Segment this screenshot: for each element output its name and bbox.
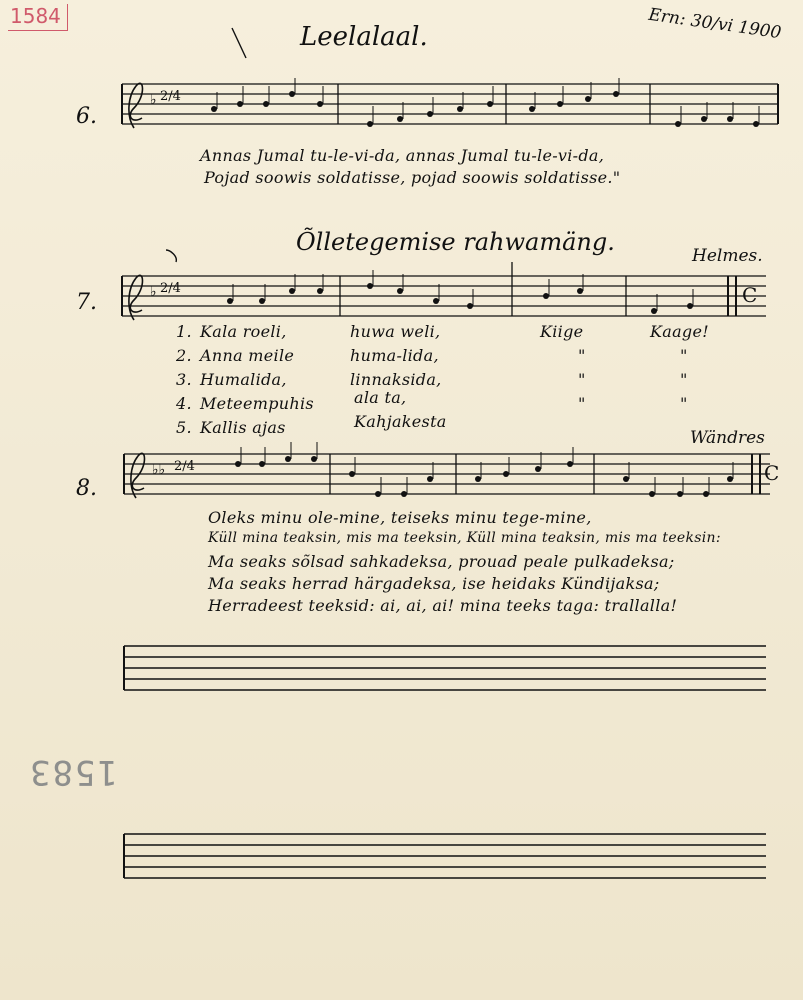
archive-number-side: 1583 [28, 752, 118, 792]
svg-text:2/4: 2/4 [174, 459, 195, 474]
song-7-source: Helmes. [692, 246, 763, 266]
svg-text:♭♭: ♭♭ [152, 462, 166, 478]
song-8-lyric-line-1: Oleks minu ole-mine, teiseks minu tege-mine, [208, 508, 592, 527]
song-7-title: Õlletegemise rahwamäng. [296, 228, 615, 256]
verse-part-b: huma-lida, [350, 346, 439, 365]
staff-song-7 [122, 262, 766, 320]
verse-part-a: Meteempuhis [200, 394, 314, 413]
song-number-8: 8. [76, 476, 97, 501]
verse-part-c: " [578, 346, 586, 365]
verse-part-b: huwa weli, [350, 322, 441, 341]
song-6-lyric-line-2: Pojad soowis soldatisse, pojad soowis soldatisse." [204, 168, 621, 187]
empty-staff-1 [124, 646, 766, 690]
song-8-source: Wändres [690, 428, 765, 448]
song-8-lyric-line-3: Ma seaks sõlsad sahkadeksa, prouad peale pulkadeksa; [208, 552, 675, 571]
verse-part-b: ala ta, [354, 388, 407, 407]
verse-number: 3. [176, 370, 192, 389]
staff-song-8 [124, 453, 770, 498]
verse-number: 4. [176, 394, 192, 413]
pen-stroke [232, 28, 246, 58]
verse-part-b: Kahjakesta [354, 412, 447, 431]
song-8-lyric-line-4: Ma seaks herrad härgadeksa, ise heidaks Kündijaksa; [208, 574, 660, 593]
svg-text:2/4: 2/4 [160, 89, 181, 104]
verse-part-a: Kala roeli, [200, 322, 287, 341]
verse-part-a: Anna meile [200, 346, 295, 365]
verse-number: 2. [176, 346, 192, 365]
svg-text:C: C [742, 283, 758, 307]
verse-part-c: Kiige [540, 322, 584, 341]
notes-song-8 [235, 442, 779, 497]
verse-part-b: linnaksida, [350, 370, 442, 389]
verse-number: 5. [176, 418, 192, 437]
pen-stroke [166, 250, 176, 262]
svg-text:C: C [764, 461, 780, 485]
verse-part-d: Kaage! [650, 322, 709, 341]
song-8-lyric-line-2: Küll mina teaksin, mis ma teeksin, Küll mina teaksin, mis ma teeksin: [208, 530, 721, 546]
song-number-6: 6. [76, 104, 97, 129]
collector-note: Ern: 30/vi 1900 [647, 4, 783, 44]
song-number-7: 7. [76, 290, 97, 315]
verse-number: 1. [176, 322, 192, 341]
archive-number-top: 1584 [8, 4, 68, 31]
svg-text:♭: ♭ [150, 284, 157, 300]
staff-song-6 [122, 83, 778, 128]
verse-part-d: " [680, 370, 688, 389]
song-8-lyric-line-5: Herradeest teeksid: ai, ai, ai! mina teeks taga: trallalla! [208, 596, 678, 615]
page-title: Leelalaal. [300, 22, 428, 52]
svg-text:♭: ♭ [150, 92, 157, 108]
verse-part-d: " [680, 346, 688, 365]
notes-song-6 [211, 78, 759, 127]
verse-part-a: Humalida, [200, 370, 287, 389]
verse-part-c: " [578, 370, 586, 389]
empty-staff-2 [124, 834, 766, 878]
verse-part-a: Kallis ajas [200, 418, 286, 437]
svg-text:2/4: 2/4 [160, 281, 181, 296]
verse-part-c: " [578, 394, 586, 413]
song-6-lyric-line-1: Annas Jumal tu-le-vi-da, annas Jumal tu-le-vi-da, [200, 146, 605, 165]
verse-part-d: " [680, 394, 688, 413]
